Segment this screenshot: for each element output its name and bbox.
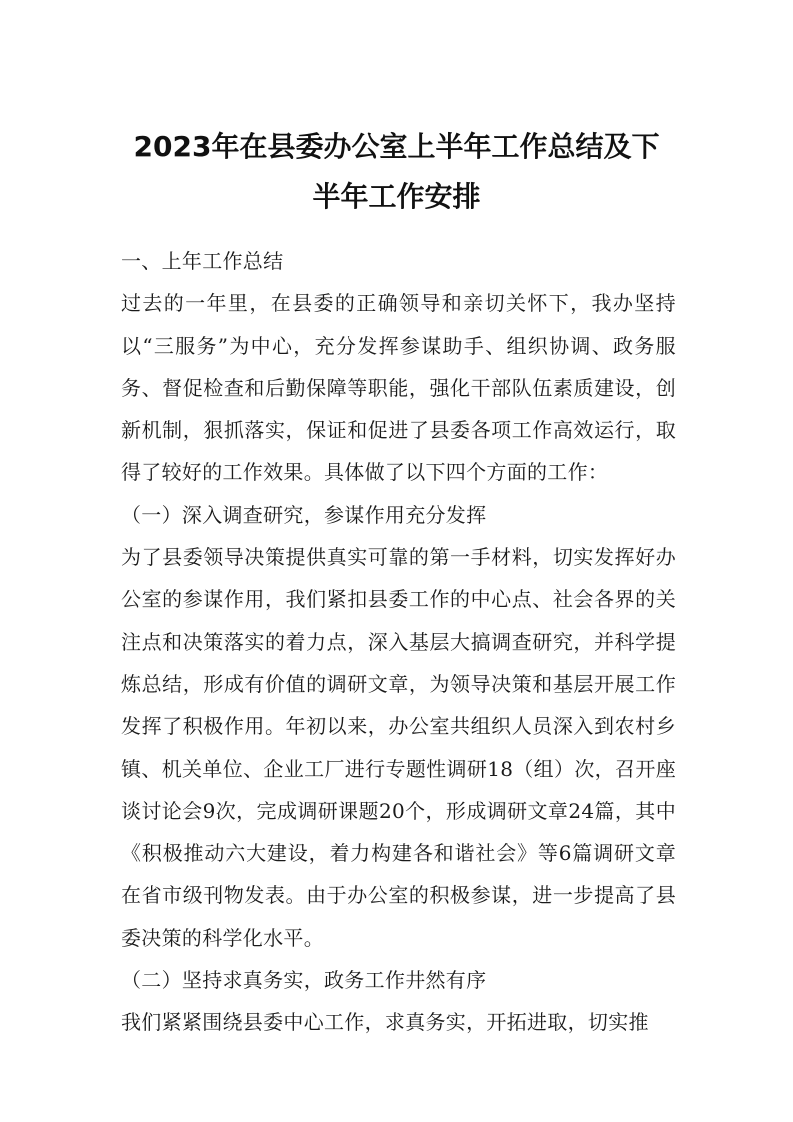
section-heading: 一、上年工作总结 (121, 249, 284, 273)
subsection-heading: （一）深入调查研究，参谋作用充分发挥 (121, 502, 487, 527)
subsection-heading: （二）坚持求真务实，政务工作井然有序 (121, 968, 487, 993)
body-paragraph: 过去的一年里，在县委的正确领导和亲切关怀下，我办坚持以“三服务”为中心，充分发挥参谋助手、组织协调、政务服务、督促检查和后勤保障等职能，强化干部队伍素质建设，创新机制，狠抓落实，保证和促进了县委各项工作高效运行，取得了较好的工作效果。具体做了以下四个方面的工作： (121, 291, 676, 485)
document-body (121, 240, 676, 1044)
title-line-1: 2023年在县委办公室上半年工作总结及下 (133, 130, 660, 163)
title-line-2: 半年工作安排 (312, 180, 481, 213)
body-paragraph: 我们紧紧围绕县委中心工作，求真务实，开拓进取，切实推 (121, 1010, 649, 1035)
document-title (100, 122, 693, 222)
body-paragraph: 为了县委领导决策提供真实可靠的第一手材料，切实发挥好办公室的参谋作用，我们紧扣县委工作的中心点、社会各界的关注点和决策落实的着力点，深入基层大搞调查研究，并科学提炼总结，形成有价值的调研文章，为领导决策和基层开展工作发挥了积极作用。年初以来，办公室共组织人员深入到农村乡镇、机关单位、企业工厂进行专题性调研18（组）次，召开座谈讨论会9次，完成调研课题20个，形成调研文章24篇，其中《积极推动六大建设，着力构建各和谐社会》等6篇调研文章在省市级刊物发表。由于办公室的积极参谋，进一步提高了县委决策的科学化水平。 (121, 545, 676, 950)
